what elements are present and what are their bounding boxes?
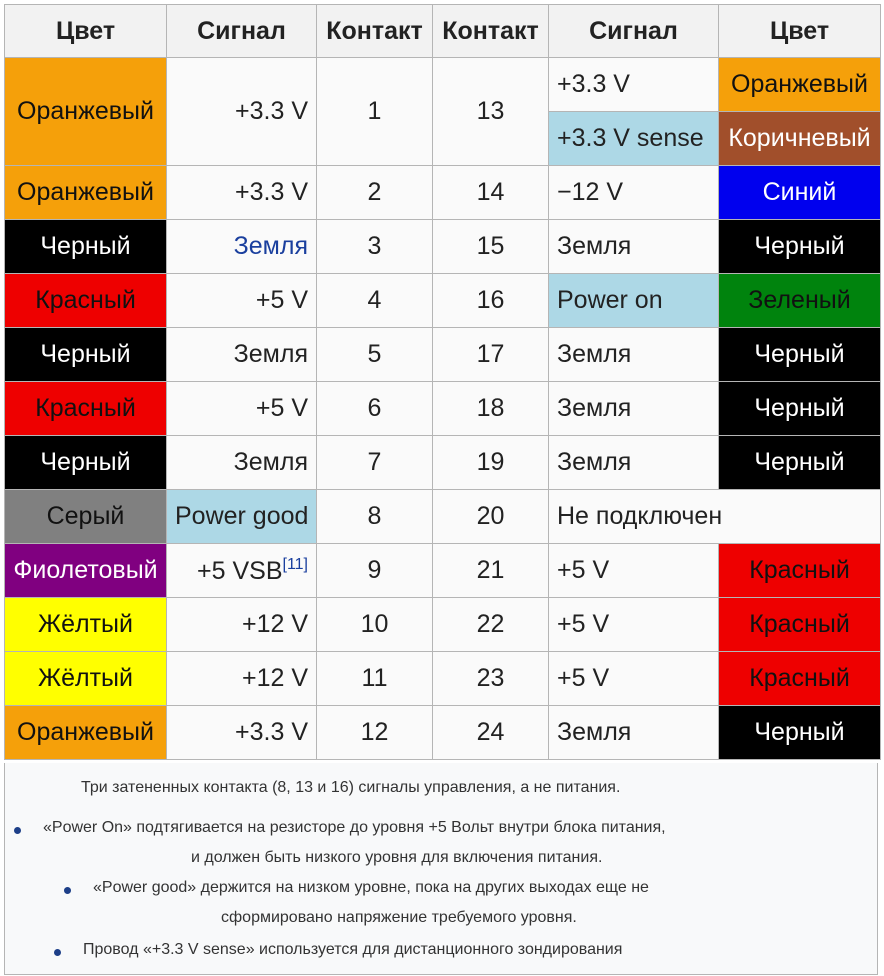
pin-number-cell: 23 <box>433 652 549 706</box>
wire-color-cell: Черный <box>719 436 881 490</box>
bullet-icon <box>14 827 21 834</box>
table-row <box>5 382 881 436</box>
wire-color-cell: Оранжевый <box>5 706 167 760</box>
note-power-on-cont: и должен быть низкого уровня для включения питания. <box>191 849 603 866</box>
signal-text: +5 VSB <box>197 556 283 585</box>
table-row <box>5 544 881 598</box>
note-power-good: «Power good» держится на низком уровне, пока на других выходах еще не <box>93 879 649 896</box>
pin-number-cell: 10 <box>317 598 433 652</box>
wire-color-cell: Черный <box>719 328 881 382</box>
pin-number-cell: 5 <box>317 328 433 382</box>
signal-cell: Power good <box>167 490 317 544</box>
wire-color-cell: Красный <box>719 652 881 706</box>
note-power-on: «Power On» подтягивается на резисторе до уровня +5 Вольт внутри блока питания, <box>43 819 666 836</box>
wire-color-cell: Черный <box>719 706 881 760</box>
signal-cell: +5 V <box>167 382 317 436</box>
wire-color-cell: Оранжевый <box>719 58 881 112</box>
signal-cell <box>167 544 317 598</box>
signal-cell: +3.3 V sense <box>549 112 719 166</box>
pin-number-cell: 1 <box>317 58 433 166</box>
pin-number-cell: 6 <box>317 382 433 436</box>
ground-link[interactable]: Земля <box>233 232 308 260</box>
table-row <box>5 598 881 652</box>
signal-cell: Земля <box>549 382 719 436</box>
header-pin-left: Контакт <box>317 5 433 58</box>
pin-number-cell: 24 <box>433 706 549 760</box>
wire-color-cell: Жёлтый <box>5 652 167 706</box>
pin-number-cell: 4 <box>317 274 433 328</box>
pin-number-cell: 11 <box>317 652 433 706</box>
table-row <box>5 490 881 544</box>
pin-number-cell: 9 <box>317 544 433 598</box>
wire-color-cell: Красный <box>5 274 167 328</box>
table-row <box>5 274 881 328</box>
pin-number-cell: 19 <box>433 436 549 490</box>
wire-color-cell: Черный <box>5 328 167 382</box>
header-row <box>5 5 881 58</box>
signal-cell: Земля <box>167 328 317 382</box>
wire-color-cell: Оранжевый <box>5 166 167 220</box>
wire-color-cell: Жёлтый <box>5 598 167 652</box>
table-row <box>5 166 881 220</box>
wire-color-cell: Синий <box>719 166 881 220</box>
bullet-icon <box>54 949 61 956</box>
signal-cell: +12 V <box>167 598 317 652</box>
wire-color-cell: Красный <box>719 598 881 652</box>
table-row <box>5 58 881 112</box>
wire-color-cell: Красный <box>5 382 167 436</box>
table-row <box>5 220 881 274</box>
note-shaded-pins: Три затененных контакта (8, 13 и 16) сигналы управления, а не питания. <box>81 779 621 796</box>
signal-cell: +3.3 V <box>167 706 317 760</box>
note-power-good-cont: сформировано напряжение требуемого уровня. <box>221 909 577 926</box>
header-signal-right: Сигнал <box>549 5 719 58</box>
pin-number-cell: 2 <box>317 166 433 220</box>
pin-number-cell: 7 <box>317 436 433 490</box>
wire-color-cell: Серый <box>5 490 167 544</box>
signal-cell: Земля <box>549 436 719 490</box>
pin-number-cell: 17 <box>433 328 549 382</box>
signal-cell: +3.3 V <box>167 166 317 220</box>
wire-color-cell: Зеленый <box>719 274 881 328</box>
header-pin-right: Контакт <box>433 5 549 58</box>
pin-number-cell: 8 <box>317 490 433 544</box>
pin-number-cell: 16 <box>433 274 549 328</box>
table-row <box>5 706 881 760</box>
signal-cell: +3.3 V <box>167 58 317 166</box>
signal-cell: +12 V <box>167 652 317 706</box>
pin-number-cell: 21 <box>433 544 549 598</box>
signal-cell: Земля <box>167 436 317 490</box>
table-row <box>5 328 881 382</box>
wire-color-cell: Оранжевый <box>5 58 167 166</box>
signal-cell[interactable] <box>167 220 317 274</box>
atx-pinout-table <box>4 4 881 760</box>
signal-cell: Земля <box>549 706 719 760</box>
pin-number-cell: 3 <box>317 220 433 274</box>
notes-section <box>4 763 878 975</box>
header-color-right: Цвет <box>719 5 881 58</box>
wire-color-cell: Коричневый <box>719 112 881 166</box>
wire-color-cell: Красный <box>719 544 881 598</box>
signal-cell: −12 V <box>549 166 719 220</box>
signal-cell: Земля <box>549 220 719 274</box>
signal-cell: +3.3 V <box>549 58 719 112</box>
signal-cell: +5 V <box>549 598 719 652</box>
pin-number-cell: 22 <box>433 598 549 652</box>
header-signal-left: Сигнал <box>167 5 317 58</box>
pin-number-cell: 15 <box>433 220 549 274</box>
wire-color-cell: Фиолетовый <box>5 544 167 598</box>
pin-number-cell: 12 <box>317 706 433 760</box>
signal-cell: +5 V <box>167 274 317 328</box>
wire-color-cell: Черный <box>719 220 881 274</box>
pin-number-cell: 18 <box>433 382 549 436</box>
pin-number-cell: 13 <box>433 58 549 166</box>
header-color-left: Цвет <box>5 5 167 58</box>
pin-number-cell: 20 <box>433 490 549 544</box>
table-row <box>5 436 881 490</box>
signal-cell: Power on <box>549 274 719 328</box>
wire-color-cell: Черный <box>719 382 881 436</box>
signal-cell: Не подключен <box>549 490 881 544</box>
signal-cell: +5 V <box>549 544 719 598</box>
bullet-icon <box>64 887 71 894</box>
table-row <box>5 652 881 706</box>
note-sense-wire: Провод «+3.3 V sense» используется для дистанционного зондирования <box>83 941 623 958</box>
pin-number-cell: 14 <box>433 166 549 220</box>
wire-color-cell: Черный <box>5 436 167 490</box>
signal-cell: +5 V <box>549 652 719 706</box>
signal-cell: Земля <box>549 328 719 382</box>
footnote-ref-link[interactable]: [11] <box>282 555 308 573</box>
wire-color-cell: Черный <box>5 220 167 274</box>
